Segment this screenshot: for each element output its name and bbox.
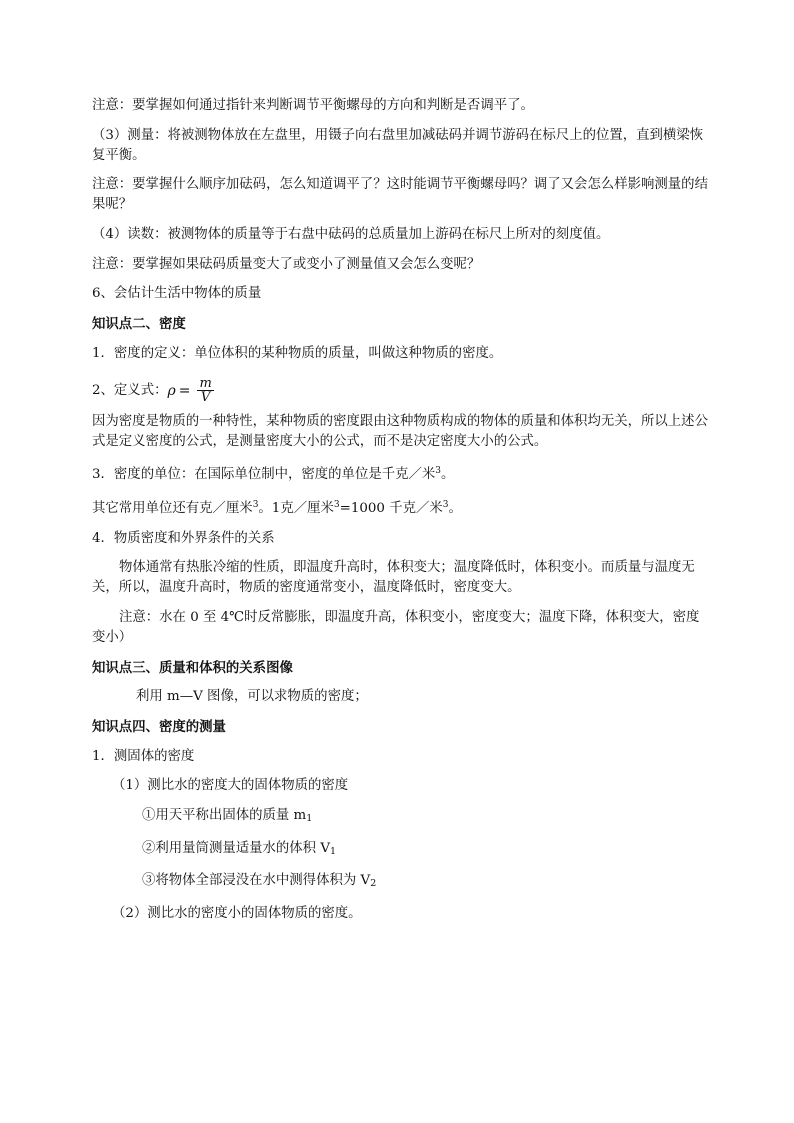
heading-density-measurement: 知识点四、密度的测量 — [92, 719, 226, 735]
unit-other-text: 其它常用单位还有克／厘米 — [92, 500, 253, 516]
density-explanation: 因为密度是物质的一种特性，某种物质的密度跟由这种物质构成的物体的质量和体积均无关，所以上述公式是定义密度的公式，是测量密度大小的公式，而不是决定密度大小的公式。 — [92, 413, 708, 449]
density-definition: 1．密度的定义：单位体积的某种物质的质量，叫做这种物质的密度。 — [92, 345, 503, 361]
note-weights-order: 注意：要掌握什么顺序加砝码，怎么知道调平了？这时能调节平衡螺母吗？调了又会怎么样影响测量的结果呢？ — [92, 177, 708, 213]
step1-text: ①用天平称出固体的质量 m — [142, 808, 307, 824]
step-reading: （4）读数：被测物体的质量等于右盘中砝码的总质量加上游码在标尺上所对的刻度值。 — [92, 227, 610, 243]
relation-text: 物体通常有热胀冷缩的性质，即温度升高时，体积变大；温度降低时，体积变小。而质量与温度无关，所以，温度升高时，物质的密度通常变小，温度降低时，密度变大。 — [92, 560, 695, 596]
note-balance-nut: 注意：要掌握如何通过指针来判断调节平衡螺母的方向和判断是否调平了。 — [92, 98, 534, 113]
formula-denominator: V — [200, 390, 211, 405]
unit-cube-sup: 3 — [333, 499, 340, 510]
formula-fraction — [197, 377, 213, 404]
measure-solid-title: 1．测固体的密度 — [92, 748, 195, 764]
unit-cube-sup: 3 — [252, 499, 259, 510]
step3-subscript: 2 — [370, 878, 377, 890]
unit-period: 。 — [448, 500, 462, 516]
formula-rho: ρ — [167, 382, 176, 399]
step-weigh-mass — [92, 806, 712, 829]
note-weight-change: 注意：要掌握如果砝码质量变大了或变小了测量值又会怎么变呢？ — [92, 256, 481, 272]
relation-title: 4．物质密度和外界条件的关系 — [92, 530, 275, 546]
step3-text: ③将物体全部浸没在水中测得体积为 V — [142, 873, 371, 889]
density-formula-line — [92, 374, 712, 408]
density-unit-other — [92, 495, 712, 519]
heading-mass-volume-graph: 知识点三、质量和体积的关系图像 — [92, 659, 293, 676]
formula-equals: = — [178, 382, 191, 399]
mv-graph-text: 利用 m—V 图像，可以求物质的密度； — [136, 689, 368, 705]
heading-density: 知识点二、密度 — [92, 316, 186, 333]
unit-conversion-text: 。1克／厘米 — [258, 500, 334, 516]
formula-numerator: m — [199, 376, 212, 391]
unit-period: 。 — [441, 467, 455, 483]
unit-si-text: 3．密度的单位：在国际单位制中，密度的单位是千克／米 — [92, 467, 436, 483]
step-immersed-volume — [92, 871, 712, 894]
measure-dense-solid: （1）测比水的密度大的固体物质的密度 — [112, 778, 349, 794]
density-unit-si — [92, 461, 712, 485]
step2-subscript: 1 — [330, 845, 337, 857]
formula-label: 2、定义式： — [92, 382, 168, 398]
density-formula — [167, 377, 213, 404]
measure-light-solid: （2）测比水的密度小的固体物质的密度。 — [112, 906, 362, 922]
unit-conversion-value: =1000 千克／米 — [339, 500, 443, 516]
unit-cube-sup: 3 — [435, 466, 442, 477]
step-water-volume — [92, 839, 712, 862]
step1-subscript: 1 — [306, 813, 313, 825]
step-measure: （3）测量：将被测物体放在左盘里，用镊子向右盘里加减砝码并调节游码在标尺上的位置，直到横梁恢复平衡。 — [92, 127, 704, 163]
step2-text: ②利用量筒测量适量水的体积 V — [142, 840, 331, 856]
document-page — [92, 96, 712, 934]
water-anomaly-note: 注意：水在 0 至 4℃时反常膨胀，即温度升高，体积变小，密度变大；温度下降，体积变大，密度变小） — [92, 609, 700, 645]
estimate-mass: 6、会估计生活中物体的质量 — [92, 286, 262, 302]
unit-cube-sup: 3 — [442, 499, 449, 510]
